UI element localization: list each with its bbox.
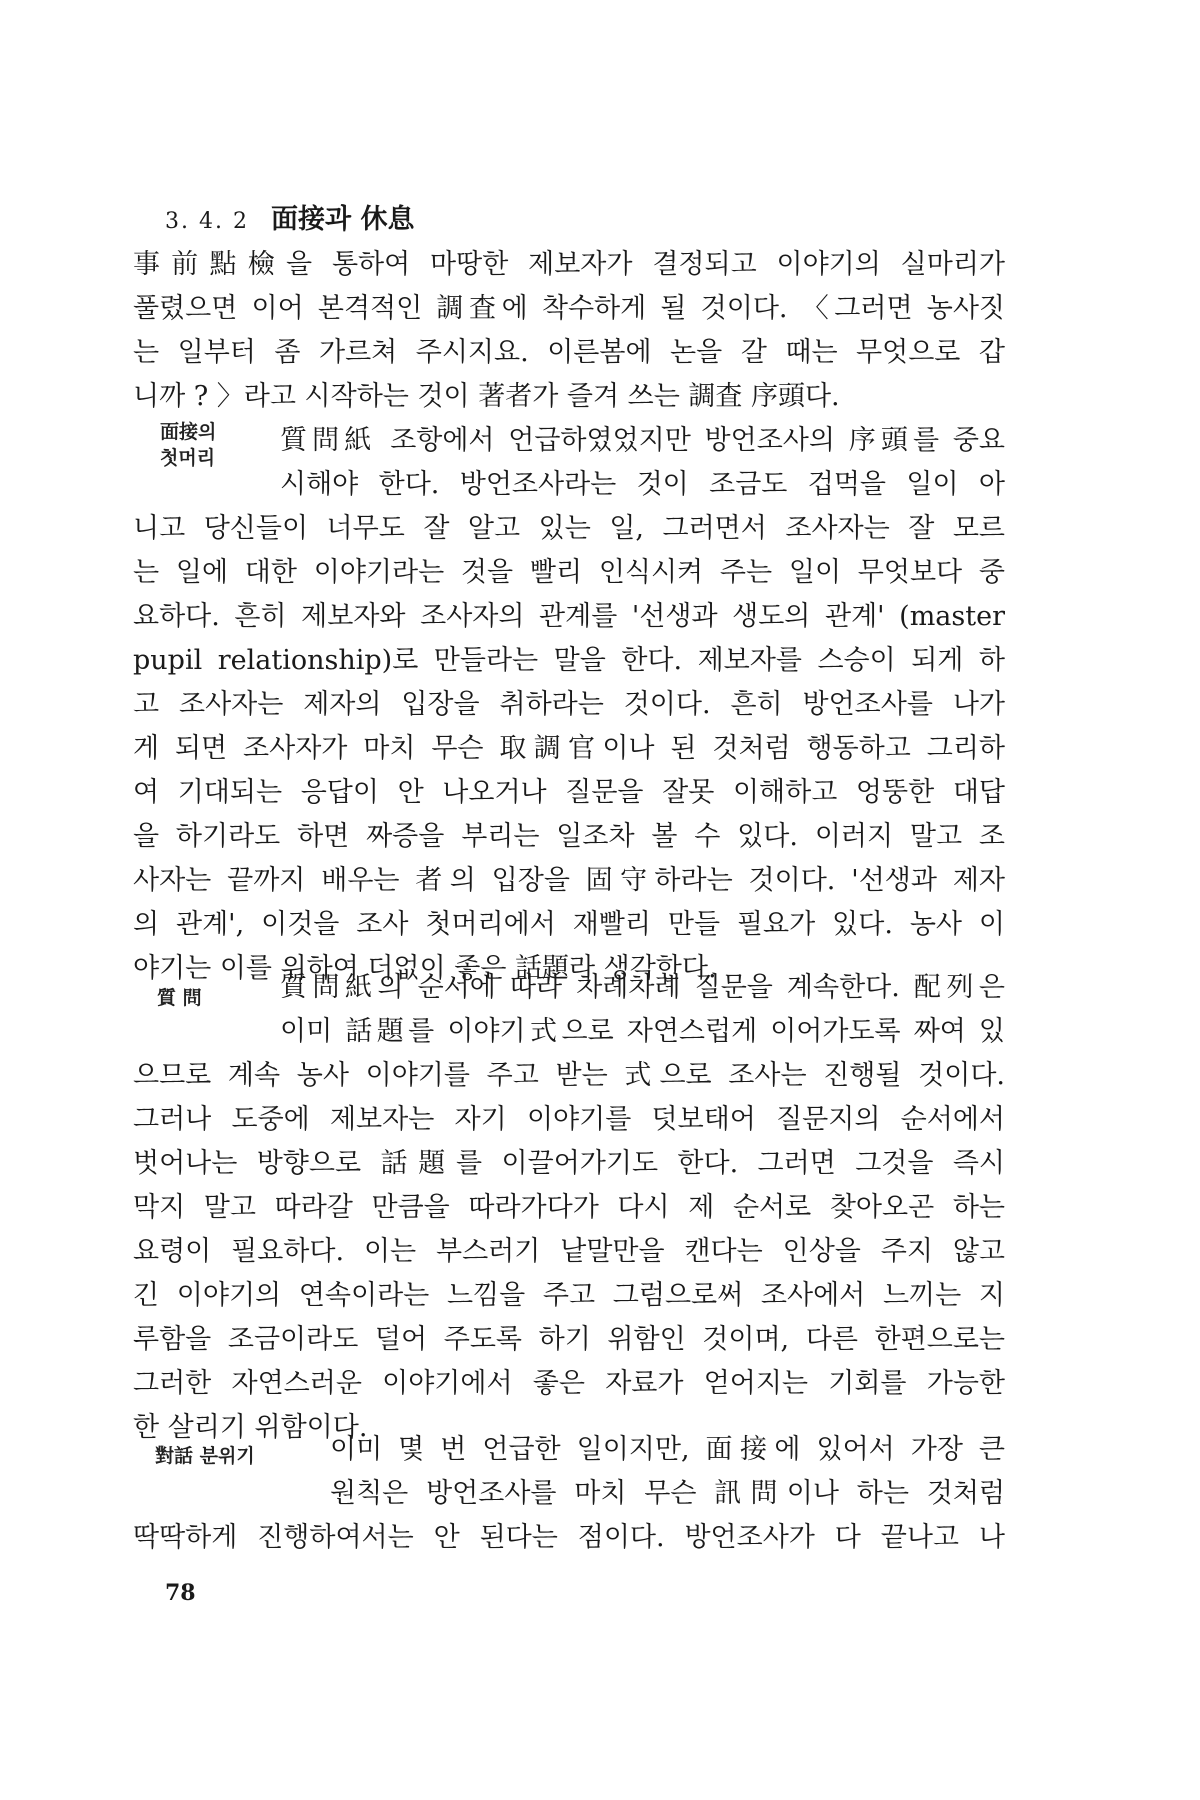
section-title: 面接과 休息 bbox=[270, 204, 415, 235]
text-line: 막지 말고 따라갈 만큼을 따라가다가 다시 제 순서로 찾아오곤 하는 bbox=[133, 1192, 1005, 1223]
text-line: 의 관계', 이것을 조사 첫머리에서 재빨리 만들 필요가 있다. 농사 이 bbox=[133, 909, 1005, 940]
text-line: 는 일부터 좀 가르쳐 주시지요. 이른봄에 논을 갈 때는 무엇으로 갑 bbox=[133, 337, 1005, 368]
text-line: 으므로 계속 농사 이야기를 주고 받는 式으로 조사는 진행될 것이다. bbox=[133, 1060, 1005, 1091]
text-line: 質問紙의 순서에 따라 차례차례 질문을 계속한다. 配列은 bbox=[280, 972, 1005, 1003]
text-line: 니고 당신들이 너무도 잘 알고 있는 일, 그러면서 조사자는 잘 모르 bbox=[133, 513, 1005, 544]
text-line: 요하다. 흔히 제보자와 조사자의 관계를 '선생과 생도의 관계' (master bbox=[133, 601, 1005, 632]
margin-note-questions: 質 問 bbox=[157, 987, 202, 1009]
text-line: 그러한 자연스러운 이야기에서 좋은 자료가 얻어지는 기회를 가능한 bbox=[133, 1368, 1005, 1399]
page-number: 78 bbox=[165, 1580, 196, 1606]
text-line: 루함을 조금이라도 덜어 주도록 하기 위함인 것이며, 다른 한편으로는 bbox=[133, 1324, 1005, 1355]
text-line: 한 살리기 위함이다. bbox=[133, 1412, 368, 1443]
section-number: 3. 4. 2 bbox=[165, 209, 249, 234]
text-line: 게 되면 조사자가 마치 무슨 取調官이나 된 것처럼 행동하고 그리하 bbox=[133, 733, 1005, 764]
text-line: 딱딱하게 진행하여서는 안 된다는 점이다. 방언조사가 다 끝나고 나 bbox=[133, 1522, 1005, 1553]
text-line: 이미 몇 번 언급한 일이지만, 面接에 있어서 가장 큰 bbox=[330, 1434, 1005, 1465]
text-line: 원칙은 방언조사를 마치 무슨 訊問이나 하는 것처럼 bbox=[330, 1478, 1005, 1509]
text-line: 여 기대되는 응답이 안 나오거나 질문을 잘못 이해하고 엉뚱한 대답 bbox=[133, 777, 1005, 808]
text-line: 시해야 한다. 방언조사라는 것이 조금도 겁먹을 일이 아 bbox=[280, 469, 1005, 500]
text-line: 요령이 필요하다. 이는 부스러기 낱말만을 캔다는 인상을 주지 않고 bbox=[133, 1236, 1005, 1267]
text-line: 야기는 이를 위하여 더없이 좋은 話題라 생각한다. bbox=[133, 953, 717, 984]
margin-note-interview-opening bbox=[160, 419, 216, 471]
text-line: 니까 ? 〉라고 시작하는 것이 著者가 즐겨 쓰는 調査 序頭다. bbox=[133, 381, 840, 412]
margin-note-line: 첫머리 bbox=[160, 447, 216, 469]
text-line: 事前點檢을 통하여 마땅한 제보자가 결정되고 이야기의 실마리가 bbox=[133, 249, 1005, 280]
margin-note-dialogue-atmosphere: 對話 분위기 bbox=[155, 1445, 255, 1467]
margin-note-line: 面接의 bbox=[160, 421, 217, 443]
text-line: 을 하기라도 하면 짜증을 부리는 일조차 볼 수 있다. 이러지 말고 조 bbox=[133, 821, 1005, 852]
text-line: 긴 이야기의 연속이라는 느낌을 주고 그럼으로써 조사에서 느끼는 지 bbox=[133, 1280, 1005, 1311]
text-line: 質問紙 조항에서 언급하였었지만 방언조사의 序頭를 중요 bbox=[280, 425, 1005, 456]
text-line: 벗어나는 방향으로 話題를 이끌어가기도 한다. 그러면 그것을 즉시 bbox=[133, 1148, 1005, 1179]
section-heading bbox=[165, 200, 414, 242]
text-line: 는 일에 대한 이야기라는 것을 빨리 인식시켜 주는 일이 무엇보다 중 bbox=[133, 557, 1005, 588]
text-line: 이미 話題를 이야기式으로 자연스럽게 이어가도록 짜여 있 bbox=[280, 1016, 1005, 1047]
text-line: 풀렸으면 이어 본격적인 調査에 착수하게 될 것이다. 〈그러면 농사짓 bbox=[133, 293, 1005, 324]
text-line: 고 조사자는 제자의 입장을 취하라는 것이다. 흔히 방언조사를 나가 bbox=[133, 689, 1005, 720]
text-line: pupil relationship)로 만들라는 말을 한다. 제보자를 스승이 되게 하 bbox=[133, 645, 1005, 676]
text-line: 그러나 도중에 제보자는 자기 이야기를 덧보태어 질문지의 순서에서 bbox=[133, 1104, 1005, 1135]
text-line: 사자는 끝까지 배우는 者의 입장을 固守하라는 것이다. '선생과 제자 bbox=[133, 865, 1005, 896]
